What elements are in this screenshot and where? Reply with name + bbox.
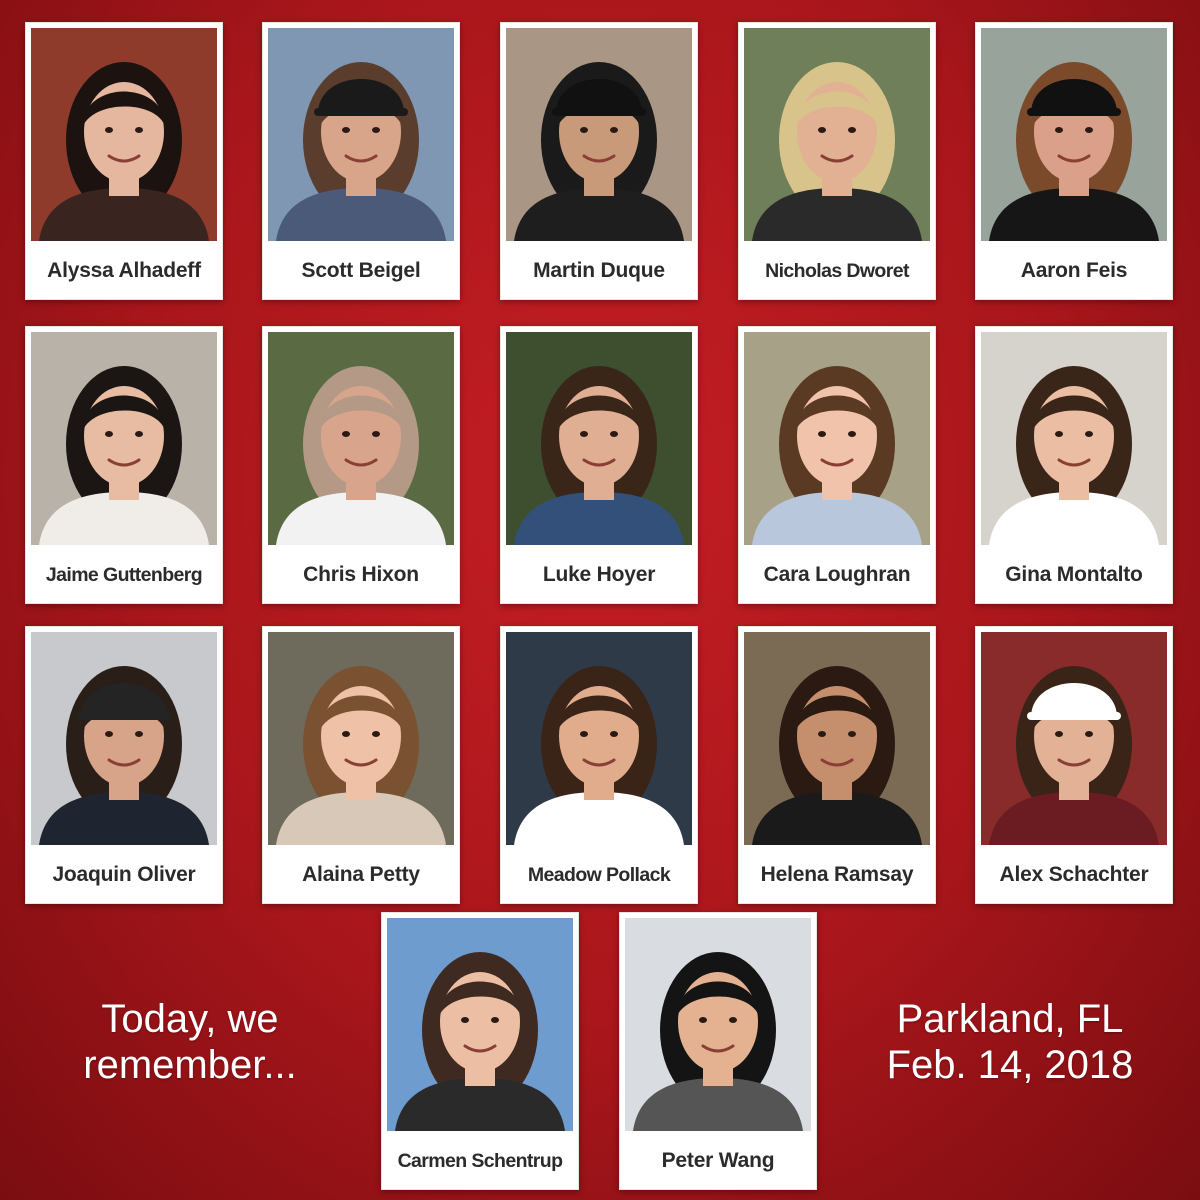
date-text: Feb. 14, 2018 xyxy=(886,1043,1134,1087)
portrait-photo xyxy=(31,332,217,545)
portrait-photo xyxy=(981,632,1167,845)
person-name: Scott Beigel xyxy=(301,259,421,282)
portrait-photo xyxy=(981,28,1167,241)
memorial-card xyxy=(500,22,698,300)
memorial-card xyxy=(25,626,223,904)
person-name: Meadow Pollack xyxy=(527,864,671,886)
memorial-card xyxy=(262,326,460,604)
portrait-photo xyxy=(31,632,217,845)
portrait-photo xyxy=(981,332,1167,545)
portrait-graphic xyxy=(744,28,930,241)
portrait-graphic xyxy=(31,632,217,845)
person-name: Aaron Feis xyxy=(1020,259,1128,282)
person-name: Nicholas Dworet xyxy=(765,260,909,282)
person-name: Carmen Schentrup xyxy=(397,1150,563,1172)
portrait-graphic xyxy=(387,918,573,1131)
memorial-card xyxy=(262,626,460,904)
portrait-graphic xyxy=(31,332,217,545)
memorial-card xyxy=(381,912,579,1190)
person-name: Cara Loughran xyxy=(763,563,911,586)
portrait-photo xyxy=(387,918,573,1131)
memorial-card xyxy=(500,326,698,604)
memorial-card xyxy=(738,626,936,904)
tribute-line: remember... xyxy=(83,1043,297,1087)
memorial-card xyxy=(25,22,223,300)
portrait-graphic xyxy=(506,632,692,845)
portrait-photo xyxy=(268,332,454,545)
memorial-card xyxy=(500,626,698,904)
person-name: Helena Ramsay xyxy=(760,863,914,886)
portrait-photo xyxy=(268,632,454,845)
person-name: Gina Montalto xyxy=(1005,563,1143,586)
memorial-card xyxy=(738,22,936,300)
location-date-text xyxy=(850,996,1170,1088)
person-name: Alyssa Alhadeff xyxy=(47,259,201,282)
portrait-graphic xyxy=(268,332,454,545)
portrait-graphic xyxy=(625,918,811,1131)
person-name: Martin Duque xyxy=(533,259,665,282)
memorial-card xyxy=(975,326,1173,604)
portrait-photo xyxy=(625,918,811,1131)
portrait-photo xyxy=(268,28,454,241)
portrait-graphic xyxy=(506,332,692,545)
tribute-text xyxy=(30,996,350,1088)
portrait-graphic xyxy=(744,332,930,545)
memorial-card xyxy=(975,22,1173,300)
portrait-photo xyxy=(744,28,930,241)
person-name: Alaina Petty xyxy=(302,863,420,886)
portrait-photo xyxy=(744,332,930,545)
portrait-graphic xyxy=(31,28,217,241)
person-name: Luke Hoyer xyxy=(542,563,656,586)
portrait-photo xyxy=(506,632,692,845)
tribute-line: Today, we xyxy=(101,997,279,1041)
memorial-card xyxy=(975,626,1173,904)
person-name: Alex Schachter xyxy=(999,863,1149,886)
location-text: Parkland, FL xyxy=(896,997,1124,1041)
portrait-graphic xyxy=(981,632,1167,845)
person-name: Jaime Guttenberg xyxy=(45,564,203,586)
portrait-graphic xyxy=(744,632,930,845)
portrait-graphic xyxy=(268,28,454,241)
portrait-photo xyxy=(506,332,692,545)
portrait-graphic xyxy=(981,332,1167,545)
person-name: Chris Hixon xyxy=(303,563,419,586)
portrait-photo xyxy=(31,28,217,241)
person-name: Peter Wang xyxy=(661,1149,775,1172)
memorial-card xyxy=(25,326,223,604)
memorial-card xyxy=(738,326,936,604)
person-name: Joaquin Oliver xyxy=(52,863,196,886)
memorial-card xyxy=(619,912,817,1190)
memorial-card xyxy=(262,22,460,300)
portrait-graphic xyxy=(981,28,1167,241)
portrait-graphic xyxy=(268,632,454,845)
portrait-graphic xyxy=(506,28,692,241)
portrait-photo xyxy=(744,632,930,845)
portrait-photo xyxy=(506,28,692,241)
